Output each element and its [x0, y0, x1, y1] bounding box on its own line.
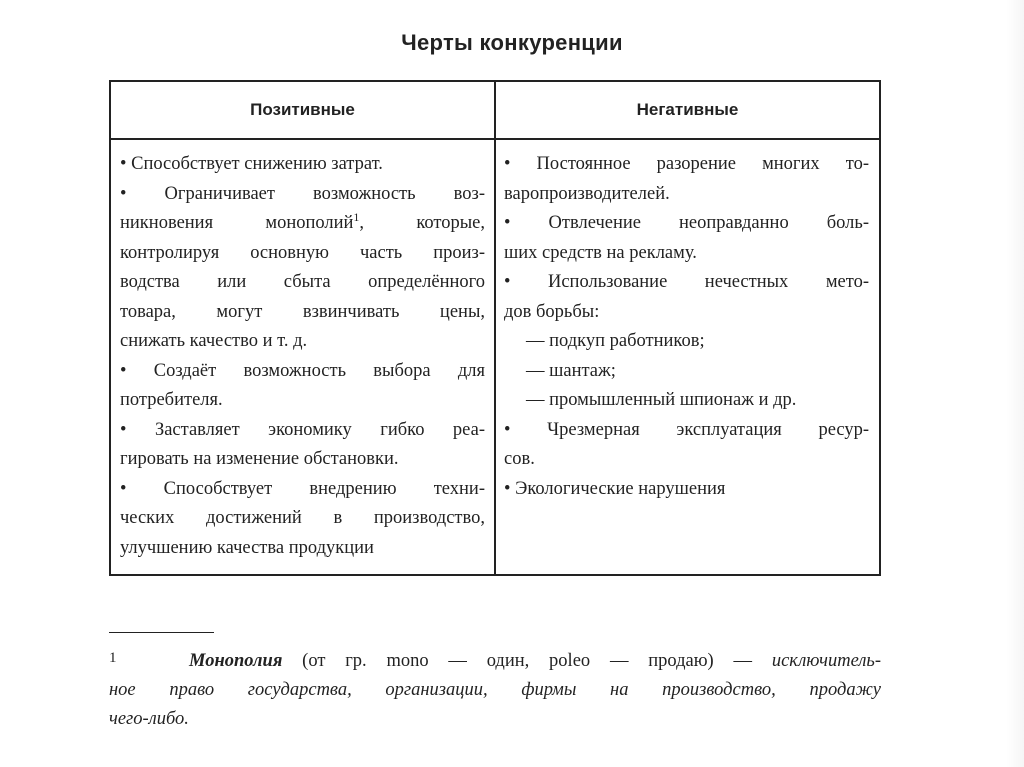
negative-line: • Постоянное разорение многих то-: [504, 154, 869, 174]
header-divider: [111, 138, 879, 140]
negative-line: дов борьбы:: [504, 301, 600, 322]
footnote-term: Монополия: [189, 651, 283, 671]
positive-line: • Создаёт возможность выбора для: [120, 360, 485, 381]
column-divider: [494, 82, 496, 574]
positive-line: • Заставляет экономику гибко реа-: [120, 419, 485, 440]
positive-line: улучшению качества продукции: [120, 537, 374, 558]
positive-line: контролируя основную часть произ-: [120, 242, 485, 263]
footnote-number: 1: [109, 650, 117, 666]
positive-line: водства или сбыта определённого: [120, 272, 485, 292]
negative-line: сов.: [504, 449, 535, 469]
positive-line: ческих достижений в производство,: [120, 508, 485, 528]
positive-column: [120, 150, 485, 563]
footnote-marker: 1: [353, 209, 360, 224]
footnote-line: [109, 647, 881, 676]
negative-line: варопроизводителей.: [504, 183, 670, 204]
positive-line: товара, могут взвинчивать цены,: [120, 301, 485, 322]
positive-line: • Способствует внедрению техни-: [120, 478, 485, 499]
slide-shadow: [1006, 0, 1024, 767]
positive-line: • Ограничивает возможность воз-: [120, 183, 485, 204]
positive-line-text: никновения монополий: [120, 213, 354, 233]
negative-line: — промышленный шпионаж и др.: [526, 390, 797, 410]
negative-line: — шантаж;: [526, 360, 616, 381]
positive-line: гировать на изменение обстановки.: [120, 449, 399, 469]
header-negative: Негативные: [636, 100, 739, 119]
header-positive: Позитивные: [250, 100, 355, 119]
footnote-line: чего-либо.: [109, 709, 189, 729]
footnote-definition: исключитель-: [771, 651, 881, 671]
negative-line: • Чрезмерная эксплуатация ресур-: [504, 419, 869, 440]
positive-line: • Способствует снижению затрат.: [120, 154, 383, 174]
page-title: Черты конкуренции: [401, 30, 623, 55]
positive-line: потребителя.: [120, 390, 223, 410]
footnote-rule: [109, 632, 214, 633]
negative-line: — подкуп работников;: [526, 331, 705, 351]
footnote-etymology: (от гр. mono — один, poleo — продаю) —: [282, 651, 772, 671]
positive-line: [120, 209, 485, 239]
comparison-table: [109, 80, 881, 576]
footnote: [109, 647, 881, 734]
negative-line: • Отвлечение неоправданно боль-: [504, 213, 869, 233]
positive-line: снижать качество и т. д.: [120, 331, 308, 351]
footnote-line: ное право государства, организации, фирмы на производство, продажу: [109, 680, 881, 700]
negative-line: ших средств на рекламу.: [504, 242, 697, 263]
negative-line: • Экологические нарушения: [504, 478, 726, 499]
negative-column: [504, 150, 869, 504]
negative-line: • Использование нечестных мето-: [504, 272, 869, 292]
positive-line-text: , которые,: [359, 213, 485, 233]
